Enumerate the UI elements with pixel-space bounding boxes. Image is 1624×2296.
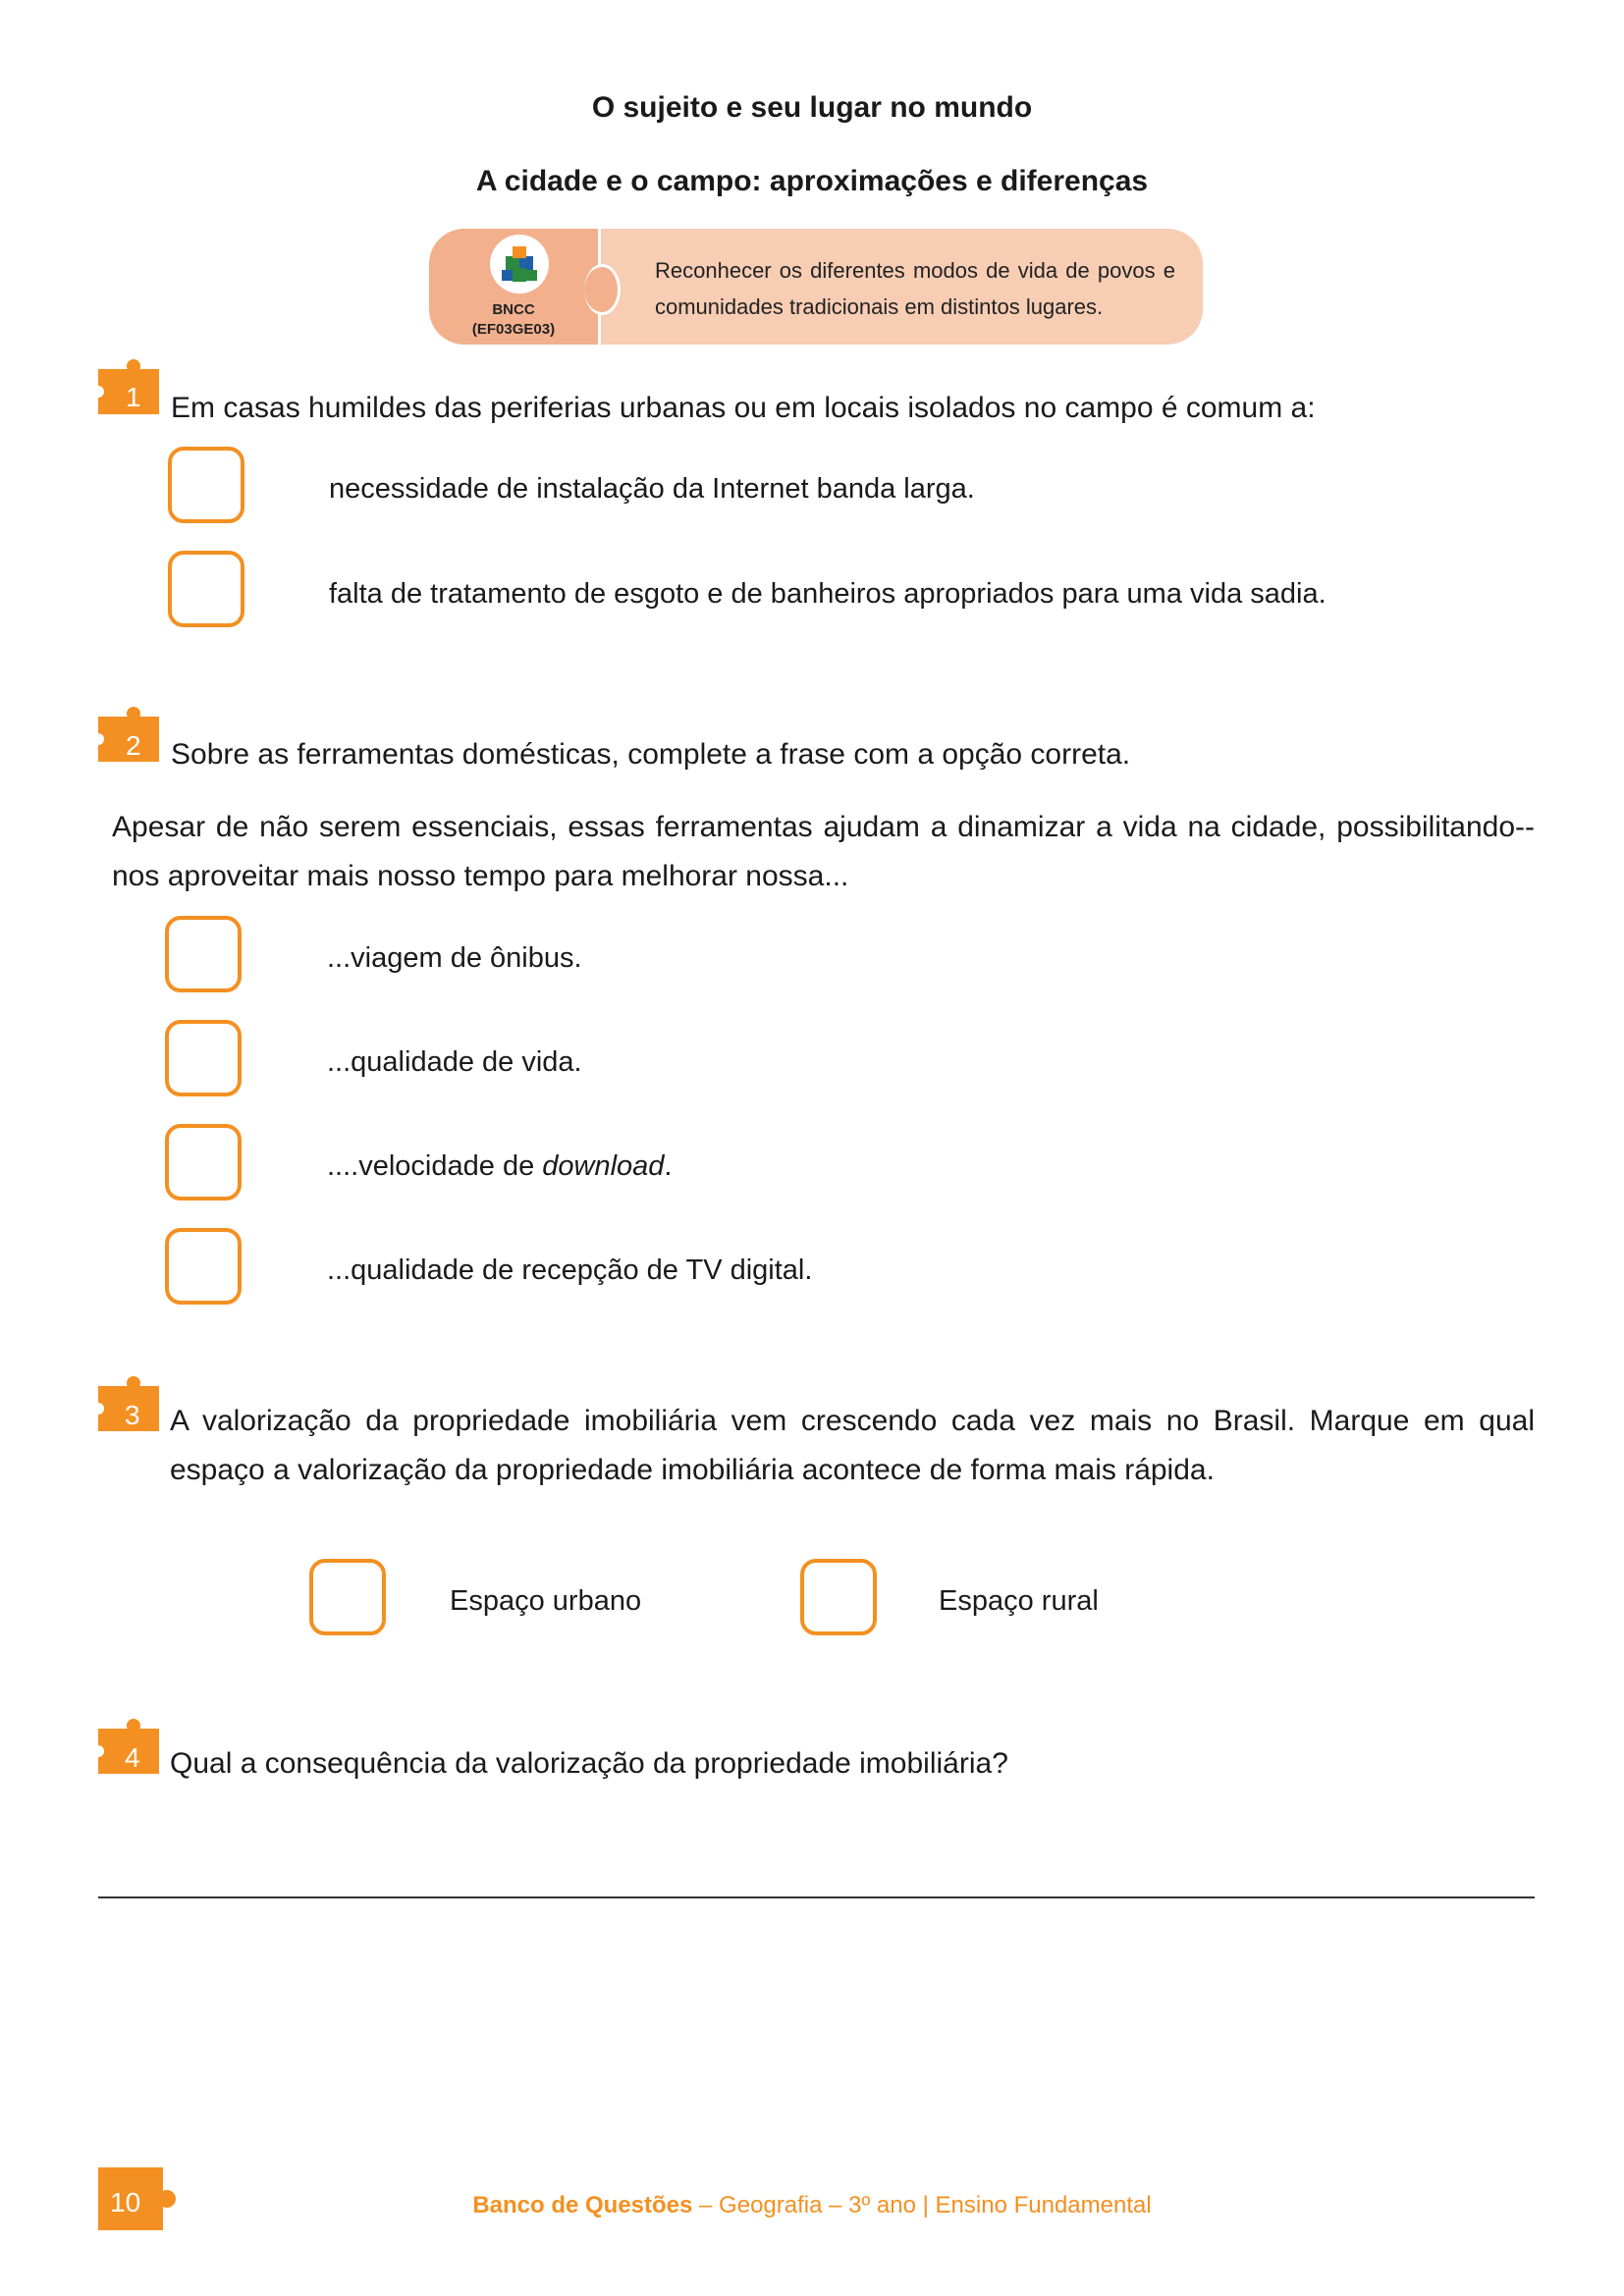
footer-details: – Geografia – 3º ano | Ensino Fundamental [692,2192,1152,2218]
q2-option-2-label: ...qualidade de vida. [327,1046,582,1078]
puzzle-notch [584,264,621,315]
bncc-code-panel [429,229,601,345]
bncc-box [429,229,1203,345]
question-4-number: 4 [125,1742,140,1773]
question-1-number: 1 [126,382,141,412]
q1-option-1-checkbox[interactable] [168,447,244,523]
question-2-statement: Apesar de não serem essenciais, essas ferramentas ajudam a dinamizar a vida na cidade, possibilitando--nos aproveitar mais nosso tempo para melhorar nossa... [112,811,1535,892]
footer-book-title: Banco de Questões [472,2192,693,2218]
question-3-number: 3 [125,1400,140,1430]
bncc-description: Reconhecer os diferentes modos de vida de povos e comunidades tradicionais em distintos lugares. [655,258,1175,319]
q1-option-2-label: falta de tratamento de esgoto e de banheiros apropriados para uma vida sadia. [329,578,1326,610]
page-subtitle: A cidade e o campo: aproximações e diferenças [475,165,1149,197]
question-1-text: Em casas humildes das periferias urbanas ou em locais isolados no campo é comum a: [171,392,1316,424]
question-2-number: 2 [126,730,141,761]
q3-option-urban-label: Espaço urbano [450,1585,642,1617]
q2-option-3-checkbox[interactable] [165,1124,242,1201]
answer-line[interactable] [98,1896,1535,1898]
q3-option-rural-label: Espaço rural [939,1585,1099,1617]
q1-option-2-checkbox[interactable] [168,551,244,627]
bncc-code: (EF03GE03) [471,321,556,338]
bncc-label: BNCC [492,301,535,318]
question-4-text: Qual a consequência da valorização da propriedade imobiliária? [170,1747,1008,1780]
page-title: O sujeito e seu lugar no mundo [591,91,1033,124]
bncc-logo-icon [490,235,549,294]
q2-option-4-checkbox[interactable] [165,1228,242,1305]
q3-option-urban-checkbox[interactable] [309,1559,386,1635]
q2-option-3-text: ....velocidade de [327,1150,543,1182]
q3-option-rural-checkbox[interactable] [800,1559,877,1635]
q2-option-1-label: ...viagem de ônibus. [327,942,582,974]
question-2-text: Sobre as ferramentas domésticas, complete a frase com a opção correta. [171,738,1131,771]
q2-option-3-italic: download [542,1150,665,1182]
q2-option-3-label [327,1147,672,1186]
footer-text [0,2192,1624,2219]
q2-option-2-checkbox[interactable] [165,1020,242,1096]
q2-option-4-label: ...qualidade de recepção de TV digital. [327,1255,813,1286]
page-number: 10 [110,2187,141,2217]
question-3-text: A valorização da propriedade imobiliária vem crescendo cada vez mais no Brasil. Marque em qual espaço a valorização da propriedade imobiliária acontece de forma mais rápida. [170,1405,1535,1486]
q1-option-1-label: necessidade de instalação da Internet banda larga. [329,473,975,505]
q2-option-1-checkbox[interactable] [165,916,242,992]
q2-option-3-end: . [664,1150,673,1182]
